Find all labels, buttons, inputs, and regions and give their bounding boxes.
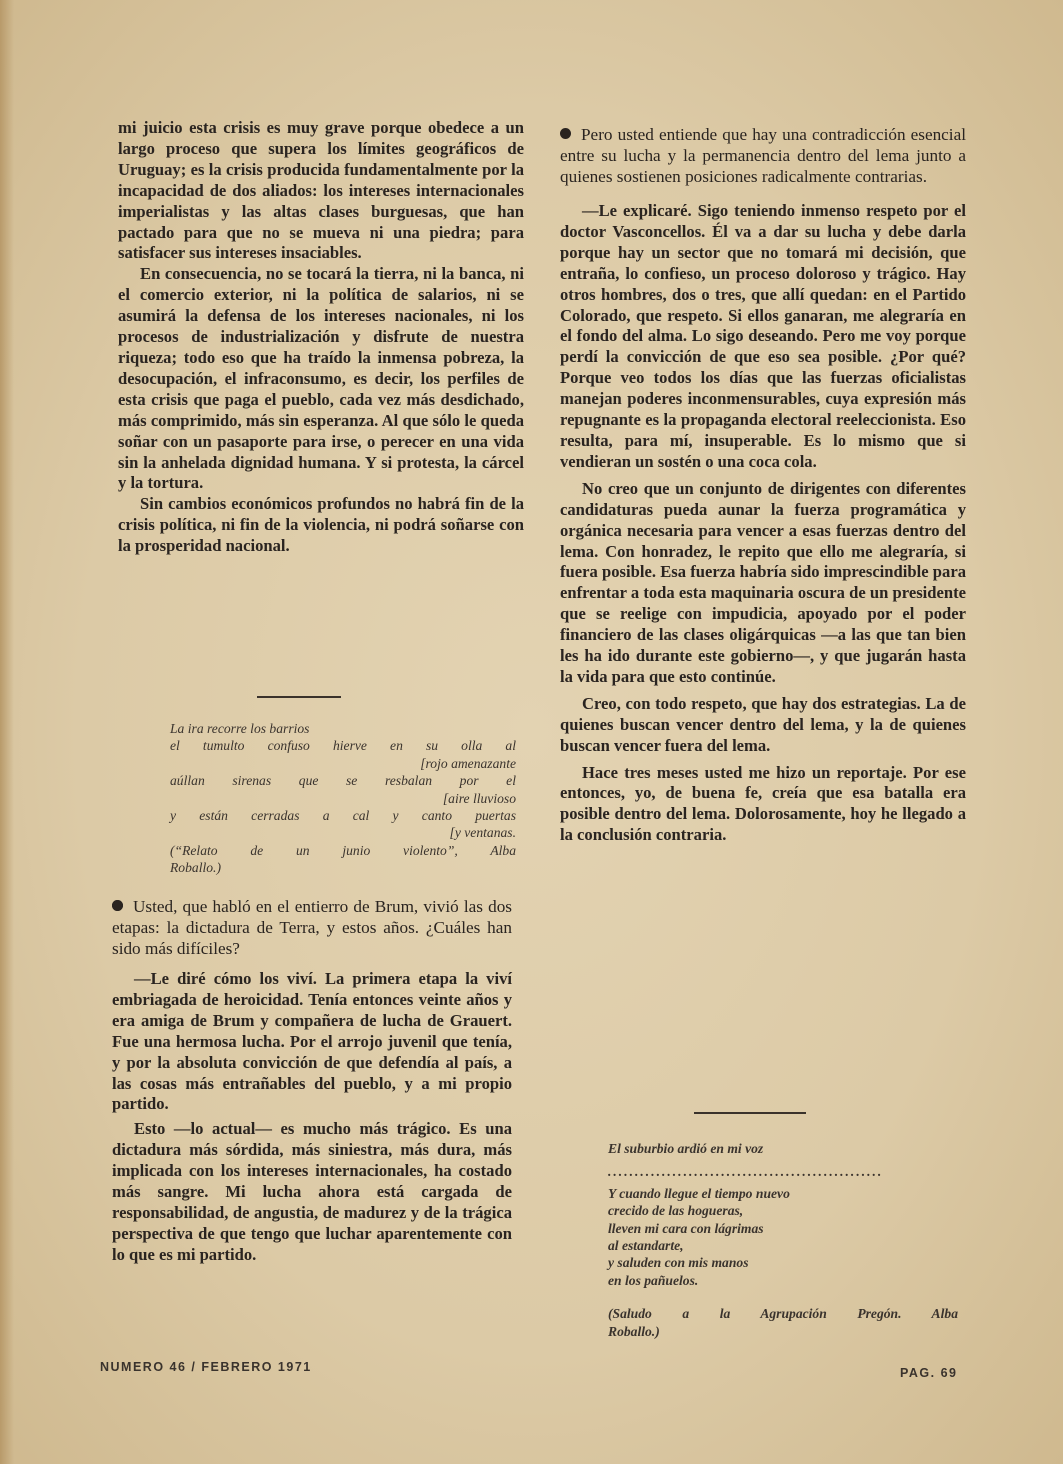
left-column-lower [112, 896, 512, 1266]
footer-issue: NUMERO 46 / FEBRERO 1971 [100, 1360, 312, 1374]
interview-question: Pero usted entiende que hay una contradicción esencial entre su lucha y la permanencia dentro del lema junto a quienes sostienen posiciones radicalmente contrarias. [560, 125, 966, 186]
paragraph: No creo que un conjunto de dirigentes con diferentes candidaturas pueda aunar la fuerza programática y orgánica necesaria para vencer a esas fuerzas dentro del lema. Con honradez, le repito que ello me alegraría, si fuera posible. Esa fuerza habría sido imprescindible para enfrentar a toda esta maquinaria oscura de un presidente que se reelige con impudicia, apoyado por el poder financiero de las clases oligárquicas —a las que tan bien les ha ido durante este gobierno—, y que jugarán hasta la vida para que esto continúe. [560, 478, 966, 686]
poem-line: el tumulto confuso hierve en su olla al [170, 738, 516, 754]
paragraph: —Le diré cómo los viví. La primera etapa la viví embriagada de heroicidad. Tenía entonces veinte años y era amiga de Brum y compañera de lucha de Grauert. Fue una hermosa lucha. Por el arrojo juvenil que tenía, y por la absoluta convicción de que defendía al país, a las cosas más entrañables del pueblo, y a mi propio partido. [112, 969, 512, 1114]
paragraph: Esto —lo actual— es mucho más trágico. Es una dictadura más sórdida, más siniestra, más dura, más implicada con los intereses internacionales, ha costado más sangre. Mi lucha ahora está cargada de responsabilidad, de angustia, de madurez y de la trágica perspectiva de que tengo que luchar aparentemente con lo que es mi partido. [112, 1119, 512, 1264]
poem-line: y están cerradas a cal y canto puertas [170, 808, 516, 824]
poem-line: [aire lluvioso [442, 790, 516, 806]
interview-question: Usted, que habló en el entierro de Brum, vivió las dos etapas: la dictadura de Terra, y estos años. ¿Cuáles han sido más difíciles? [112, 897, 512, 958]
footer-page-number: PAG. 69 [900, 1366, 958, 1380]
poem-line: (“Relato de un junio violento”, Alba [170, 842, 516, 858]
poem-source: Roballo.) [608, 1323, 660, 1339]
poem-line: [y ventanas. [449, 825, 516, 841]
poem-line: al estandarte, [608, 1238, 684, 1254]
poem-line: en los pañuelos. [608, 1272, 699, 1288]
poem-line: La ira recorre los barrios [170, 721, 310, 736]
left-column [118, 118, 524, 557]
poem-quote [170, 720, 516, 877]
right-column [560, 124, 966, 846]
bullet-dot-icon [112, 900, 123, 911]
poem-line: Roballo.) [170, 860, 221, 876]
page-edge-shadow [0, 0, 14, 1464]
paragraph: En consecuencia, no se tocará la tierra, ni la banca, ni el comercio exterior, ni la política de salarios, ni se asumirá la defensa de los intereses nacionales, ni los procesos de industrialización y disfrute de nuestra riqueza; todo eso que ha traído la inmensa pobreza, la desocupación, el infraconsumo, es decir, los perfiles de esta crisis que paga el pueblo, cada vez más desdichado, más comprimido, más sin esperanza. Al que sólo le queda soñar con un pasaporte para irse, o perecer en una vida sin la anhelada dignidad humana. Y si protesta, la cárcel y la tortura. [118, 264, 524, 493]
paragraph: Hace tres meses usted me hizo un reportaje. Por ese entonces, yo, de buena fe, creía que esa batalla era posible dentro del lema. Dolorosamente, hoy he llegado a la conclusión contraria. [560, 762, 966, 845]
paragraph: mi juicio esta crisis es muy grave porque obedece a un largo proceso que supera los límites geográficos de Uruguay; es la crisis producida fundamentalmente por la incapacidad de dos aliados: los intereses internacionales imperialistas y las altas clases burguesas, que han pactado para que no se mueva ni una piedra; para satisfacer sus intereses insaciables. [118, 118, 524, 263]
poem-source: (Saludo a la Agrupación Pregón. Alba [608, 1306, 958, 1322]
bullet-dot-icon [560, 128, 571, 139]
poem-line: Y cuando llegue el tiempo nuevo [608, 1185, 790, 1201]
poem-line: lleven mi cara con lágrimas [608, 1220, 764, 1236]
section-divider [694, 1112, 806, 1114]
paragraph: Sin cambios económicos profundos no habrá fin de la crisis política, ni fin de la violencia, ni podrá soñarse con la prosperidad nacional. [118, 494, 524, 556]
poem-ellipsis: ................................................... [608, 1164, 884, 1180]
poem-quote [608, 1140, 958, 1340]
poem-line: crecido de las hogueras, [608, 1203, 744, 1219]
poem-line: y saluden con mis manos [608, 1255, 749, 1271]
section-divider [257, 696, 341, 698]
paragraph: Creo, con todo respeto, que hay dos estrategias. La de quienes buscan vencer dentro del lema, y la de quienes buscan vencer fuera del lema. [560, 693, 966, 755]
paragraph: —Le explicaré. Sigo teniendo inmenso respeto por el doctor Vasconcellos. Él va a dar su lucha y debe darla porque hay un sector que no tomará mi decisión, que entraña, lo confieso, un proceso doloroso y trágico. Hay otros hombres, dos o tres, que allí quedan: en el Partido Colorado, que respeto. Si ellos ganaran, me alegraría en el fondo del alma. Lo sigo deseando. Pero me voy porque perdí la convicción de que eso sea posible. ¿Por qué? Porque veo todos los días que las fuerzas oficialistas manejan poderes inconmensurables, cuya expresión más repugnante es la propaganda electoral reeleccionista. Eso resulta, para mí, insuperable. Es lo mismo que si vendieran un sostén o una coca cola. [560, 201, 966, 471]
poem-line: aúllan sirenas que se resbalan por el [170, 773, 516, 789]
poem-line: [rojo amenazante [420, 755, 516, 771]
poem-line: El suburbio ardió en mi voz [608, 1141, 764, 1156]
